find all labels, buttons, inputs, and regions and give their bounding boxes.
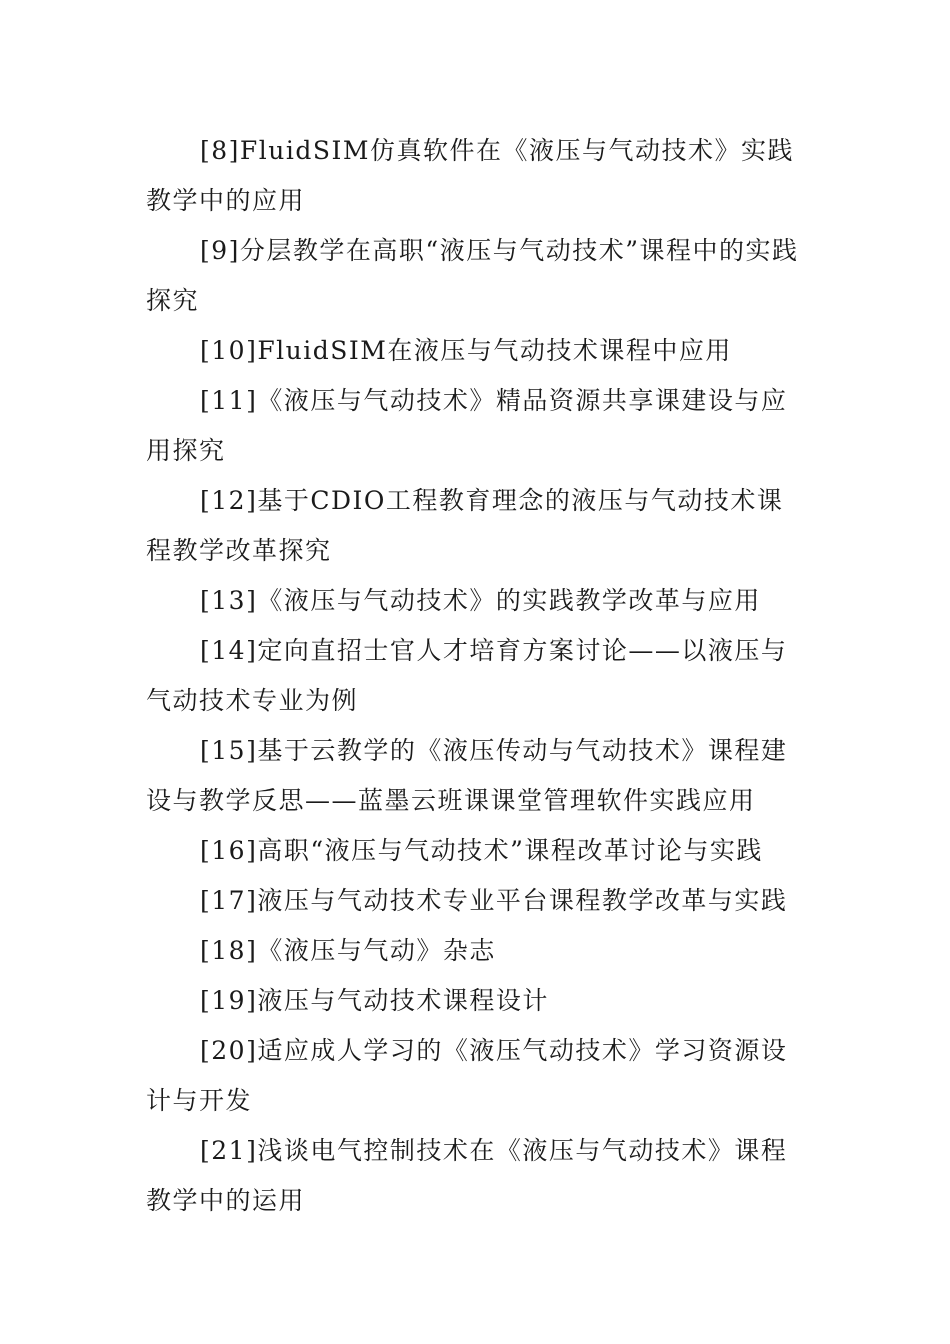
reference-item: [11]《液压与气动技术》精品资源共享课建设与应用探究	[146, 386, 788, 465]
reference-item: [17]液压与气动技术专业平台课程教学改革与实践	[200, 886, 788, 915]
reference-item: [15]基于云教学的《液压传动与气动技术》课程建设与教学反思——蓝墨云班课课堂管理软件实践应用	[146, 736, 788, 815]
reference-item: [19]液压与气动技术课程设计	[200, 986, 549, 1015]
reference-item: [20]适应成人学习的《液压气动技术》学习资源设计与开发	[146, 1036, 788, 1115]
reference-item: [8]FluidSIM仿真软件在《液压与气动技术》实践教学中的应用	[146, 136, 794, 215]
reference-item: [21]浅谈电气控制技术在《液压与气动技术》课程教学中的运用	[146, 1136, 788, 1215]
reference-list	[146, 126, 802, 1226]
reference-item: [16]高职“液压与气动技术”课程改革讨论与实践	[200, 836, 763, 865]
reference-item: [10]FluidSIM在液压与气动技术课程中应用	[200, 336, 732, 365]
reference-item: [12]基于CDIO工程教育理念的液压与气动技术课程教学改革探究	[146, 486, 784, 565]
reference-item: [18]《液压与气动》杂志	[200, 936, 496, 965]
reference-item: [13]《液压与气动技术》的实践教学改革与应用	[200, 586, 761, 615]
reference-item: [9]分层教学在高职“液压与气动技术”课程中的实践探究	[146, 236, 799, 315]
reference-item: [14]定向直招士官人才培育方案讨论——以液压与气动技术专业为例	[146, 636, 788, 715]
